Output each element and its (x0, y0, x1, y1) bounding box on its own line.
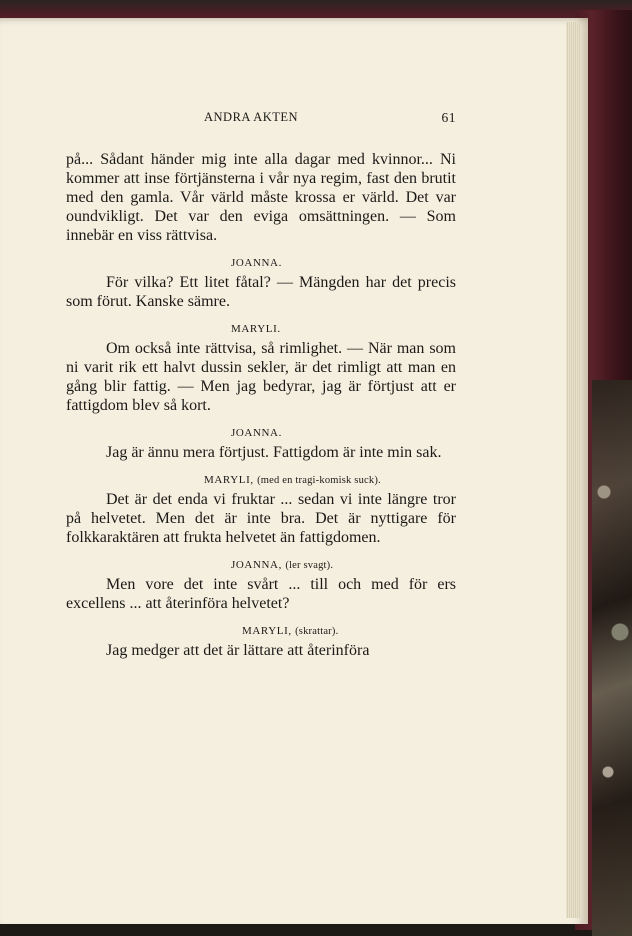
speaker-label (66, 625, 456, 637)
speaker-name: JOANNA. (231, 257, 282, 269)
speaker-label (66, 474, 456, 486)
page-text (66, 110, 456, 660)
speech-paragraph: Det är det enda vi fruktar ... sedan vi inte längre tror på helvetet. Men det är inte bra. Det är nyttigare för folkkaraktären att frukta helvetet än fattigdomen. (66, 491, 456, 546)
speaker-name: MARYLI, (242, 625, 292, 637)
speech-paragraph: För vilka? Ett litet fåtal? — Mängden har det precis som förut. Kanske sämre. (66, 274, 456, 310)
speech-paragraph: Om också inte rättvisa, så rimlighet. — När man som ni varit rik ett halvt dussin sekler, är det rimligt att man en gång blir fattig. — Men jag bedyrar, jag är förtjust att er fattigdom blev så kort. (66, 340, 456, 414)
speaker-name: MARYLI, (204, 474, 254, 486)
stage-direction: (med en tragi-komisk suck). (257, 475, 381, 486)
stage-direction: (skrattar). (295, 626, 339, 637)
running-title: ANDRA AKTEN (204, 110, 299, 124)
speaker-label (66, 323, 456, 335)
speaker-label (66, 257, 456, 269)
page-number: 61 (441, 110, 456, 125)
speech-paragraph: Men vore det inte svårt ... till och med för ers excellens ... att återinföra helvetet? (66, 576, 456, 612)
marbled-endpaper (592, 380, 632, 936)
page-stack-edge (566, 22, 580, 918)
speech-paragraph: Jag medger att det är lättare att återinföra (106, 642, 370, 659)
stage-direction: (ler svagt). (285, 560, 334, 571)
speaker-label (66, 559, 456, 571)
speech-paragraph: Jag är ännu mera förtjust. Fattigdom är inte min sak. (106, 444, 442, 461)
speaker-name: JOANNA, (231, 559, 282, 571)
speaker-name: JOANNA. (231, 427, 282, 439)
speaker-label (66, 427, 456, 439)
running-head (66, 110, 456, 130)
speaker-name: MARYLI. (231, 323, 281, 335)
paragraph-continuation: på... Sådant händer mig inte alla dagar med kvinnor... Ni kommer att inse förtjänsterna i vår nya regim, fast den brutit med den gamla. Vår värld måste krossa er värld. Det var oundvikligt. Det var den eviga omsättningen. — Som innebär en viss rättvisa. (66, 151, 456, 244)
